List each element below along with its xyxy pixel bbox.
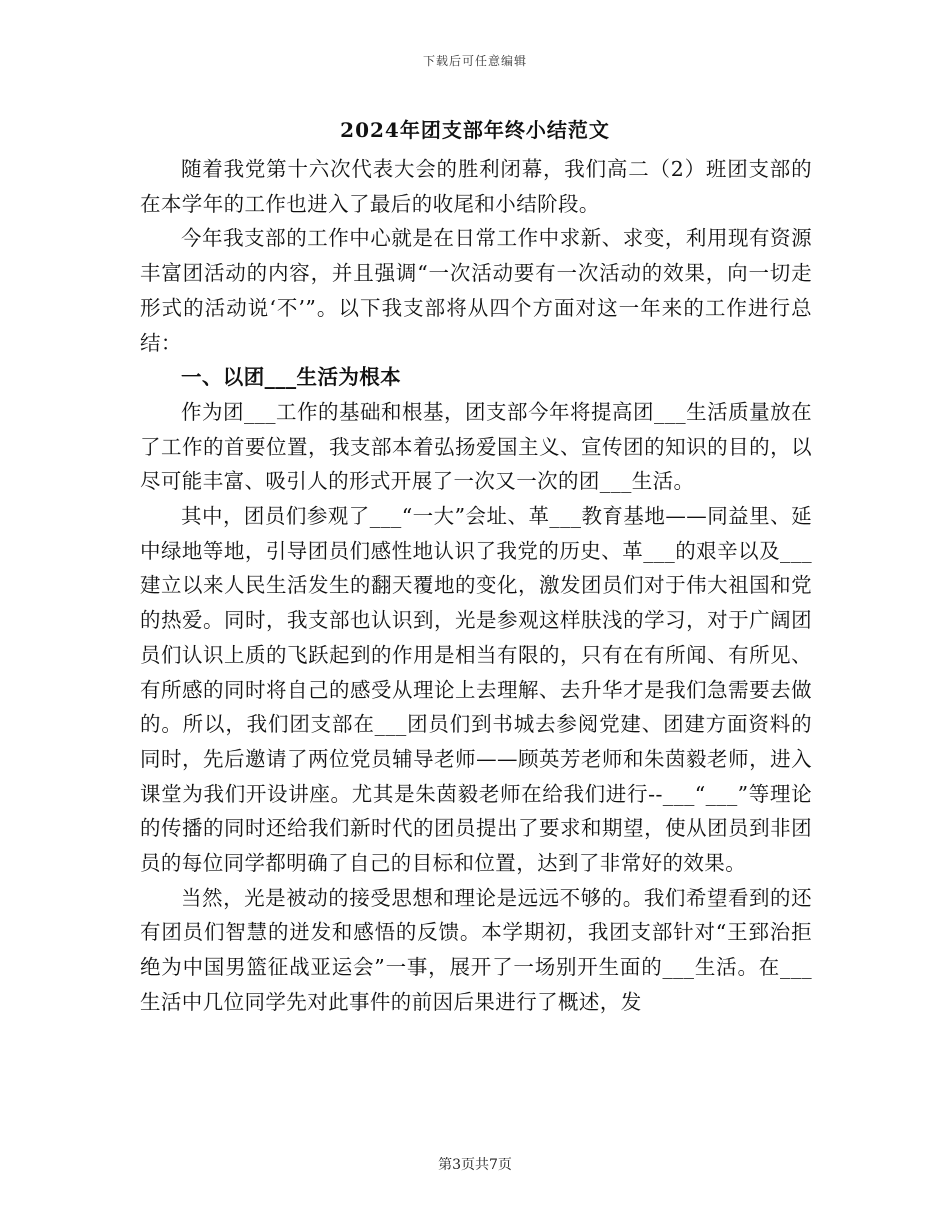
section-heading-1: 一、以团___生活为根本 [181, 365, 402, 390]
paragraph-foundation: 作为团___工作的基础和根基，团支部今年将提高团___生活质量放在了工作的首要位置，我支部本着弘扬爱国主义、宣传团的知识的目的，以尽可能丰富、吸引人的形式开展了一次又一次的团___生活。 [140, 399, 812, 494]
page-indicator: 第3页共7页 [438, 1157, 512, 1173]
paragraph-focus: 今年我支部的工作中心就是在日常工作中求新、求变，利用现有资源丰富团活动的内容，并且强调“一次活动要有一次活动的效果，向一切走形式的活动说‘不’”。以下我支部将从四个方面对这一年来的工作进行总结： [140, 226, 812, 355]
document-title: 2024年团支部年终小结范文 [340, 118, 610, 142]
document-body [140, 152, 812, 1020]
header-note: 下载后可任意编辑 [422, 54, 527, 68]
paragraph-visits: 其中，团员们参观了___“一大”会址、革___教育基地——同益里、延中绿地等地，引导团员们感性地认识了我党的历史、革___的艰辛以及___建立以来人民生活发生的翻天覆地的变化，激发团员们对于伟大祖国和党的热爱。同时，我支部也认识到，光是参观这样肤浅的学习，对于广阔团员们认识上质的飞跃起到的作用是相当有限的，只有在有所闻、有所见、有所感的同时将自己的感受从理论上去理解、去升华才是我们急需要去做的。所以，我们团支部在___团员们到书城去参阅党建、团建方面资料的同时，先后邀请了两位党员辅导老师——顾英芳老师和朱茵毅老师，进入课堂为我们开设讲座。尤其是朱茵毅老师在给我们进行--___“___”等理论的传播的同时还给我们新时代的团员提出了要求和期望，使从团员到非团员的每位同学都明确了自己的目标和位置，达到了非常好的效果。 [140, 504, 812, 876]
paragraph-feedback: 当然，光是被动的接受思想和理论是远远不够的。我们希望看到的还有团员们智慧的迸发和感悟的反馈。本学期初，我团支部针对“王郅治拒绝为中国男篮征战亚运会”一事，展开了一场别开生面的___生活。在___生活中几位同学先对此事件的前因后果进行了概述，发 [140, 885, 812, 1014]
paragraph-intro: 随着我党第十六次代表大会的胜利闭幕，我们高二（2）班团支部的在本学年的工作也进入了最后的收尾和小结阶段。 [140, 157, 812, 216]
